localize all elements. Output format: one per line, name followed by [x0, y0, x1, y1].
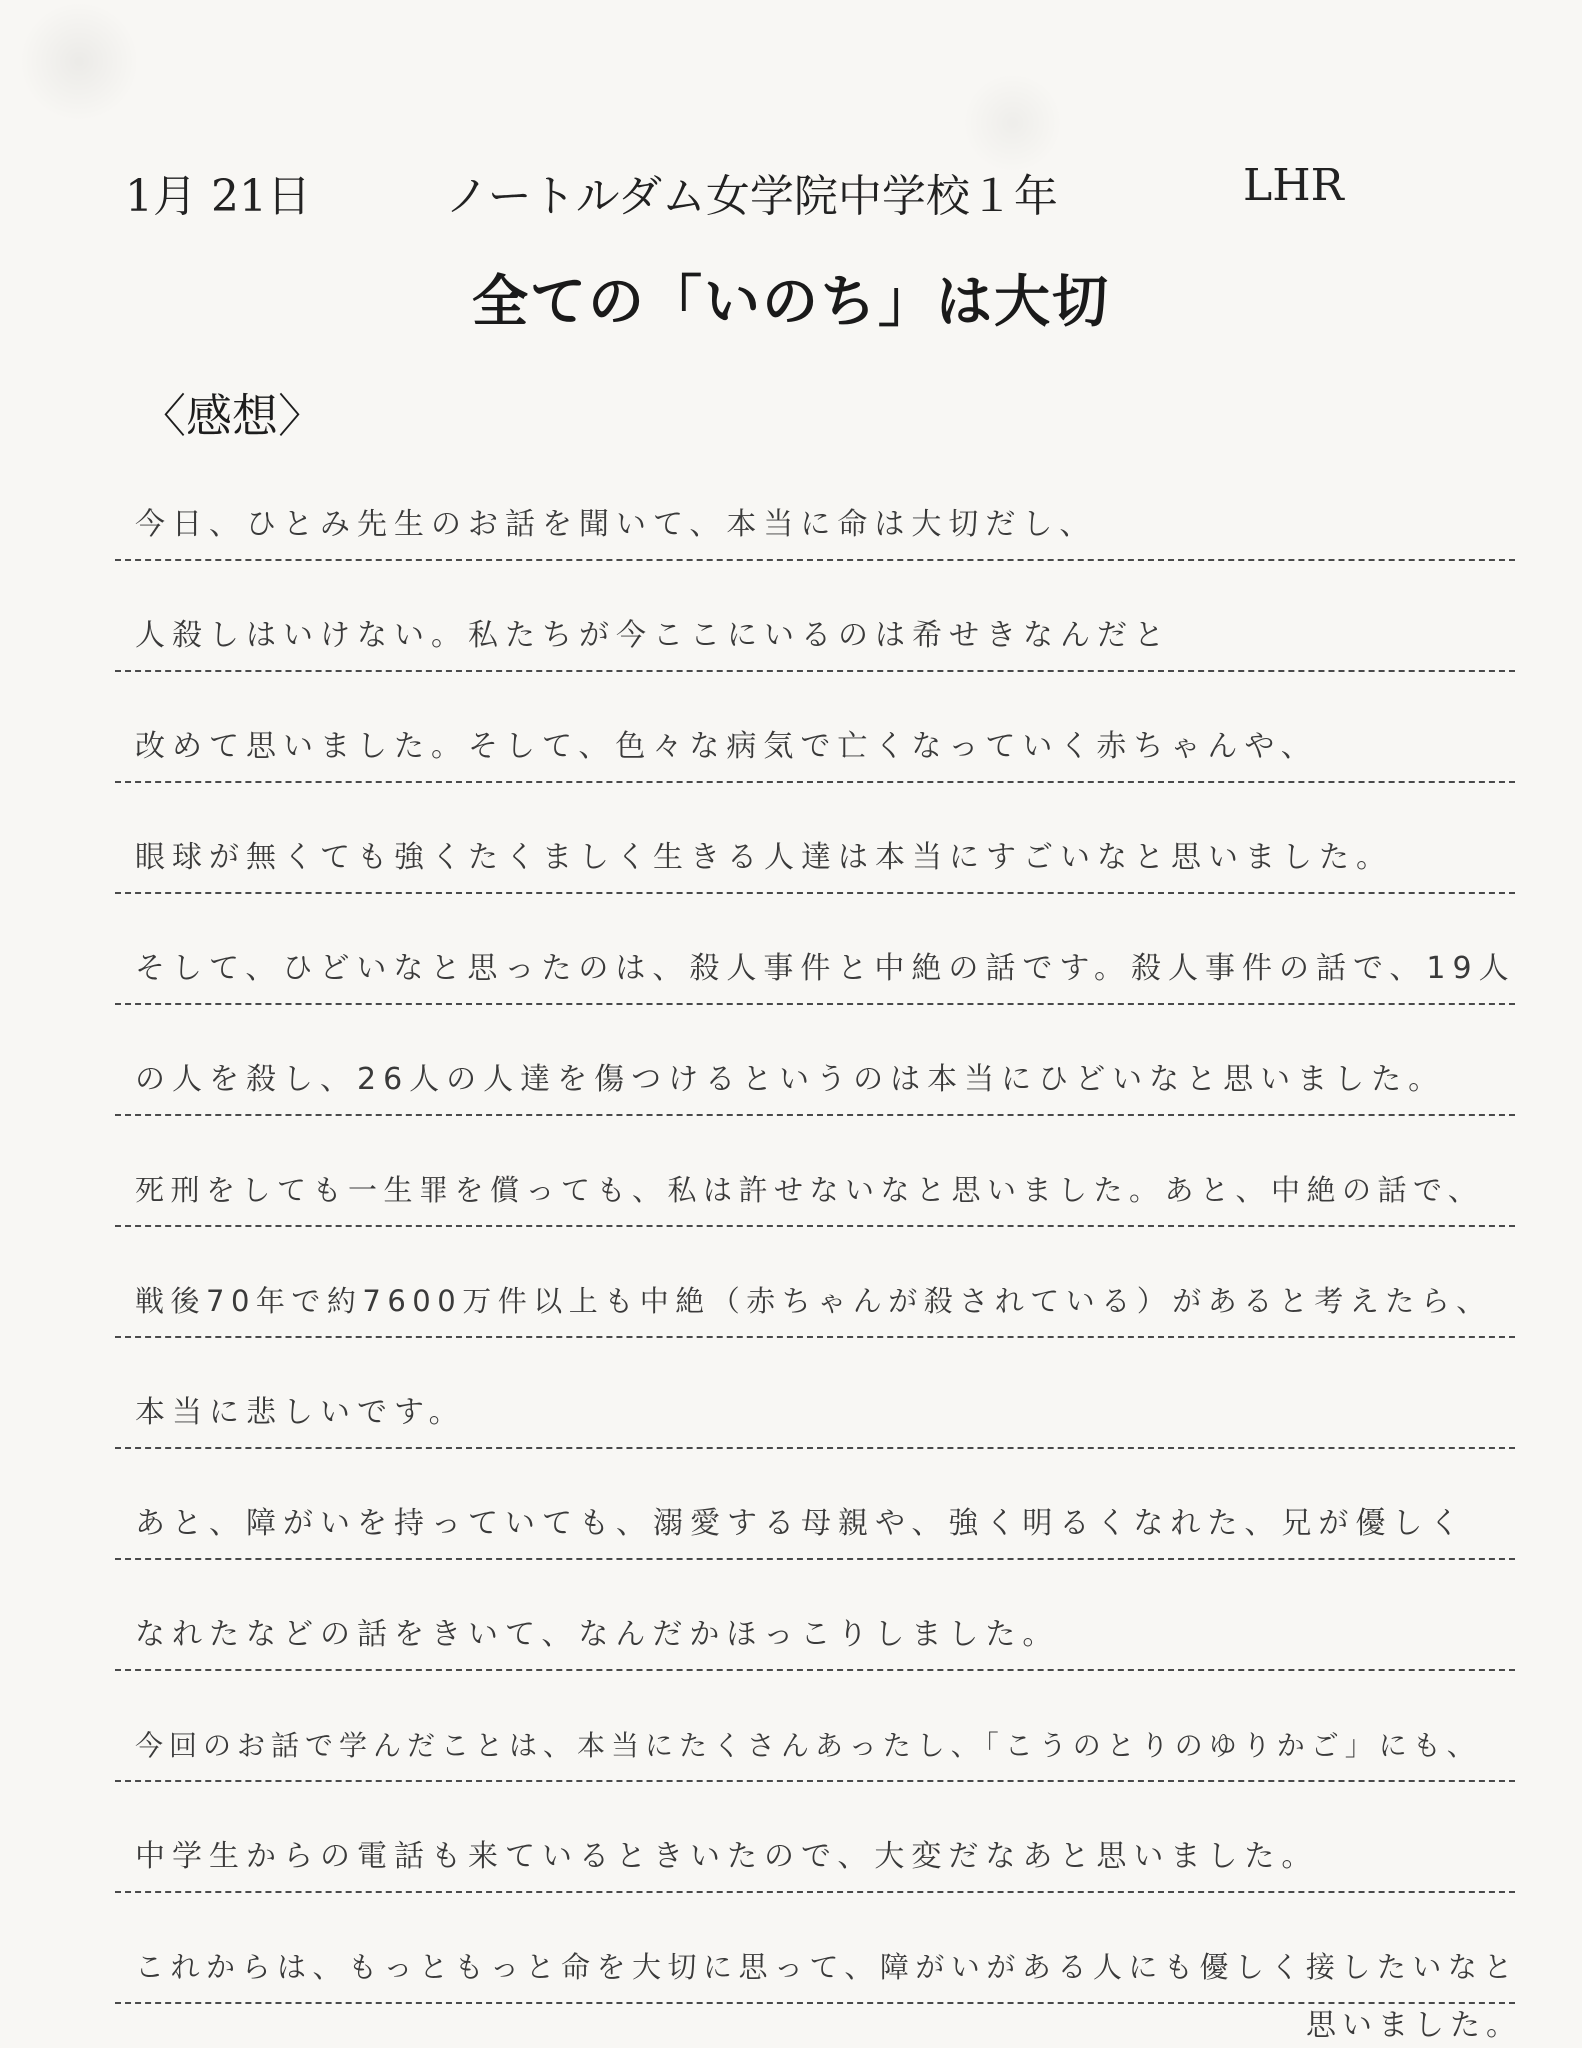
essay-lines [115, 450, 1519, 2004]
essay-line [115, 1005, 1515, 1116]
essay-line-text: なれたなどの話をきいて、なんだかほっこりしました。 [135, 1617, 1060, 1652]
worksheet-header [0, 160, 1582, 220]
section-label: 〈感想〉 [140, 389, 324, 443]
essay-line [115, 1227, 1515, 1338]
essay-line-text: これからは、もっともっと命を大切に思って、障がいがある人にも優しく接したいなと [135, 1950, 1519, 1984]
essay-line [115, 1671, 1515, 1782]
essay-line-text: あと、障がいを持っていても、溺愛する母親や、強く明るくなれた、兄が優しく [135, 1506, 1467, 1541]
page-title: 全ての「いのち」は大切 [472, 270, 1110, 335]
essay-line [115, 783, 1515, 894]
essay-line-text: 眼球が無くても強くたくましく生きる人達は本当にすごいなと思いました。 [135, 840, 1393, 875]
essay-line-text: 今回のお話で学んだことは、本当にたくさんあったし、「こうのとりのゆりかご」にも、 [135, 1729, 1481, 1762]
header-date: 1月 21日 [125, 171, 311, 222]
essay-line [115, 1893, 1519, 2004]
essay-line [115, 894, 1515, 1005]
essay-line-text: 改めて思いました。そして、色々な病気で亡くなっていく赤ちゃんや、 [135, 729, 1318, 764]
essay-line-text: の人を殺し、26人の人達を傷つけるというのは本当にひどいなと思いました。 [135, 1062, 1446, 1097]
essay-line-text: そして、ひどいなと思ったのは、殺人事件と中絶の話です。殺人事件の話で、19人 [135, 951, 1516, 986]
header-class: LHR [1243, 160, 1344, 211]
essay-line [115, 672, 1515, 783]
essay-line-text: 中学生からの電話も来ているときいたので、大変だなあと思いました。 [135, 1839, 1319, 1874]
essay-line-text: 本当に悲しいです。 [135, 1395, 466, 1430]
essay-line-text: 死刑をしても一生罪を償っても、私は許せないなと思いました。あと、中絶の話で、 [135, 1173, 1484, 1207]
essay-line [115, 1338, 1515, 1449]
essay-line [115, 561, 1515, 672]
essay-line [115, 1116, 1515, 1227]
essay-line [115, 1782, 1515, 1893]
essay-line-text: 戦後70年で約7600万件以上も中絶（赤ちゃんが殺されている）があると考えたら、 [135, 1284, 1492, 1318]
essay-closing: 思いました。 [1306, 2008, 1522, 2043]
header-school: ノートルダム女学院中学校１年 [445, 171, 1058, 222]
essay-line-text: 今日、ひとみ先生のお話を聞いて、本当に命は大切だし、 [135, 507, 1097, 542]
essay-line [115, 450, 1515, 561]
essay-line [115, 1560, 1515, 1671]
essay-line-text: 人殺しはいけない。私たちが今ここにいるのは希せきなんだと [135, 618, 1171, 653]
essay-line [115, 1449, 1515, 1560]
